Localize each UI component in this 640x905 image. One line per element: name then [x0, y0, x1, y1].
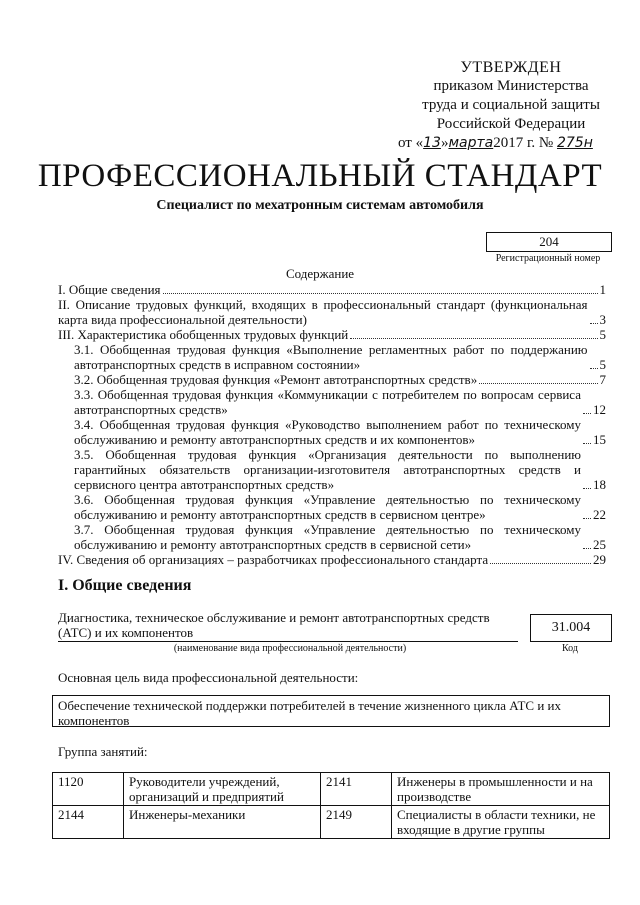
group-code: 1120 — [53, 773, 124, 806]
toc-item[interactable] — [58, 552, 606, 567]
group-name: Руководители учреждений, организаций и предприятий — [124, 773, 321, 806]
table-row — [53, 806, 610, 839]
occupation-group-table — [52, 772, 610, 839]
toc-item-page: 22 — [593, 507, 606, 522]
group-name: Специалисты в области техники, не входящие в другие группы — [392, 806, 610, 839]
toc-item-page: 5 — [599, 357, 606, 372]
approval-line: Российской Федерации — [436, 116, 586, 132]
toc-leader-dots — [163, 293, 598, 294]
toc-item-page: 5 — [599, 327, 606, 342]
toc-leader-dots — [583, 548, 591, 549]
toc-item-text: 3.3. Обобщенная трудовая функция «Коммуникации с потребителем по вопросам сервиса автотранспортных средств» — [74, 387, 581, 417]
document-subtitle: Специалист по мехатронным системам автомобиля — [156, 198, 484, 213]
date-year: 2017 г. № — [493, 135, 554, 151]
table-of-contents — [58, 282, 606, 567]
toc-leader-dots — [350, 338, 597, 339]
group-name: Инженеры в промышленности и на производстве — [392, 773, 610, 806]
toc-item-text: 3.5. Обобщенная трудовая функция «Организация деятельности по выполнению гарантийных обязательств организации-изготовителя автотранспортных средств и сервисного центра автотранспортных средств» — [74, 447, 581, 492]
group-name: Инженеры-механики — [124, 806, 321, 839]
toc-item-page: 18 — [593, 477, 606, 492]
toc-item[interactable] — [58, 447, 606, 492]
toc-item-text: 3.2. Обобщенная трудовая функция «Ремонт автотранспортных средств» — [74, 372, 478, 387]
toc-item-page: 7 — [599, 372, 606, 387]
toc-item-text: IV. Сведения об организациях – разработчиках профессионального стандарта — [58, 552, 489, 567]
toc-item[interactable] — [58, 522, 606, 552]
approval-line: приказом Министерства — [433, 78, 589, 94]
toc-item[interactable] — [58, 417, 606, 447]
toc-item[interactable] — [58, 282, 606, 297]
toc-leader-dots — [583, 488, 591, 489]
toc-item[interactable] — [58, 372, 606, 387]
date-month-handwritten: марта — [448, 135, 494, 151]
toc-item-text: III. Характеристика обобщенных трудовых функций — [58, 327, 349, 342]
approval-date-line — [396, 134, 626, 153]
toc-item[interactable] — [58, 387, 606, 417]
toc-item[interactable] — [58, 297, 606, 327]
toc-item-page: 25 — [593, 537, 606, 552]
approval-block — [396, 58, 626, 153]
group-code: 2149 — [321, 806, 392, 839]
goal-box: Обеспечение технической поддержки потребителей в течение жизненного цикла АТС и их компонентов — [52, 695, 610, 727]
date-day-handwritten: 13 — [423, 135, 441, 151]
group-code: 2144 — [53, 806, 124, 839]
registration-number-label: Регистрационный номер — [495, 253, 601, 264]
toc-item-text: 3.1. Обобщенная трудовая функция «Выполнение регламентных работ по поддержанию автотранспортных средств в исправном состоянии» — [74, 342, 588, 372]
occupation-group-label: Группа занятий: — [58, 744, 148, 759]
activity-name: Диагностика, техническое обслуживание и ремонт автотранспортных средств (АТС) и их компонентов — [58, 610, 490, 640]
section-heading: I. Общие сведения — [58, 577, 192, 594]
toc-leader-dots — [583, 443, 591, 444]
toc-leader-dots — [490, 563, 591, 564]
approval-line: труда и социальной защиты — [422, 97, 600, 113]
document-title: ПРОФЕССИОНАЛЬНЫЙ СТАНДАРТ — [37, 158, 603, 194]
toc-item[interactable] — [58, 492, 606, 522]
date-prefix: от « — [398, 135, 424, 151]
toc-item-page: 12 — [593, 402, 606, 417]
activity-caption: (наименование вида профессиональной деятельности) — [173, 643, 407, 654]
toc-item-text: I. Общие сведения — [58, 282, 161, 297]
group-code: 2141 — [321, 773, 392, 806]
order-number-handwritten: 275н — [556, 135, 593, 151]
toc-leader-dots — [479, 383, 597, 384]
table-row — [53, 773, 610, 806]
activity-code-box: 31.004 — [530, 614, 612, 642]
activity-underline — [58, 641, 518, 642]
toc-leader-dots — [583, 413, 591, 414]
toc-item-text: 3.4. Обобщенная трудовая функция «Руководство выполнением работ по техническому обслуживанию и ремонту автотранспортных средств и их компонентов» — [74, 417, 581, 447]
toc-item-page: 29 — [593, 552, 606, 567]
date-sep: » — [440, 135, 449, 151]
toc-item-text: 3.6. Обобщенная трудовая функция «Управление деятельностью по техническому обслуживанию и ремонту автотранспортных средств в сервисном центре» — [74, 492, 581, 522]
activity-code-label: Код — [562, 643, 578, 654]
registration-number-box: 204 — [486, 232, 612, 252]
toc-item-text: II. Описание трудовых функций, входящих в профессиональный стандарт (функциональная карта вида профессиональной деятельности) — [58, 297, 588, 327]
toc-item-page: 15 — [593, 432, 606, 447]
approval-heading: УТВЕРЖДЕН — [460, 59, 562, 76]
toc-leader-dots — [590, 323, 598, 324]
toc-item[interactable] — [58, 342, 606, 372]
goal-label: Основная цель вида профессиональной деятельности: — [58, 670, 359, 685]
toc-title: Содержание — [285, 266, 355, 281]
toc-leader-dots — [583, 518, 591, 519]
toc-item[interactable] — [58, 327, 606, 342]
toc-item-page: 1 — [599, 282, 606, 297]
toc-item-page: 3 — [599, 312, 606, 327]
toc-item-text: 3.7. Обобщенная трудовая функция «Управление деятельностью по техническому обслуживанию и ремонту автотранспортных средств в сервисной сети» — [74, 522, 581, 552]
toc-leader-dots — [590, 368, 598, 369]
